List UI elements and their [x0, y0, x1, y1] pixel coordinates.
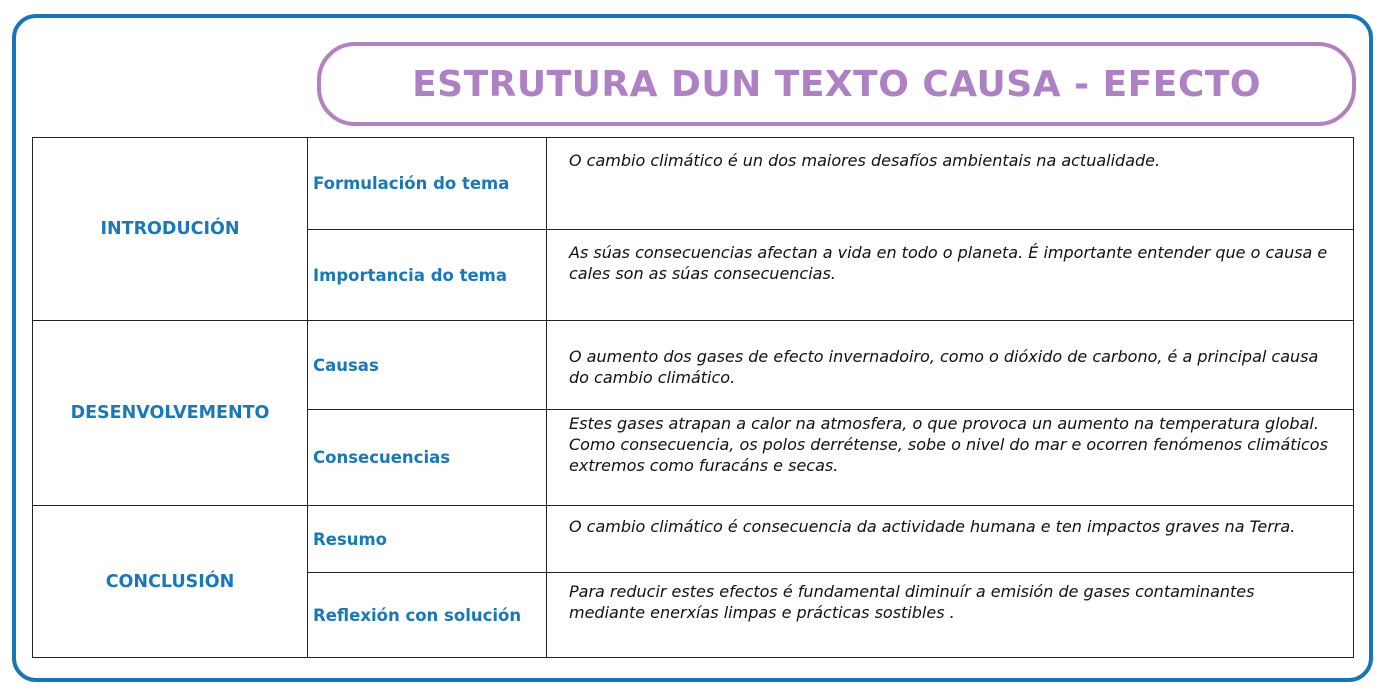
row-label-importance: Importancia do tema: [308, 230, 547, 321]
row-text-formulation: O cambio climático é un dos maiores desafíos ambientais na actualidade.: [547, 138, 1354, 230]
row-text-summary: O cambio climático é consecuencia da actividade humana e ten impactos graves na Terra.: [547, 506, 1354, 573]
title-banner: [317, 42, 1356, 126]
structure-table: [32, 137, 1354, 658]
row-label-summary: Resumo: [308, 506, 547, 573]
page-title: ESTRUTURA DUN TEXTO CAUSA - EFECTO: [412, 63, 1261, 105]
section-introduction: INTRODUCIÓN: [33, 138, 308, 321]
row-text-causes: O aumento dos gases de efecto invernadoiro, como o dióxido de carbono, é a principal causa do cambio climático.: [547, 321, 1354, 410]
section-conclusion: CONCLUSIÓN: [33, 506, 308, 658]
row-text-consequences: Estes gases atrapan a calor na atmosfera, o que provoca un aumento na temperatura global. Como consecuencia, os polos derrétense, sobe o nivel do mar e ocorren fenómenos climáticos extremos como furacáns e secas.: [547, 410, 1354, 506]
row-label-causes: Causas: [308, 321, 547, 410]
table-row: [33, 506, 1354, 573]
section-development: DESENVOLVEMENTO: [33, 321, 308, 506]
row-label-consequences: Consecuencias: [308, 410, 547, 506]
row-label-formulation: Formulación do tema: [308, 138, 547, 230]
row-text-importance: As súas consecuencias afectan a vida en todo o planeta. É importante entender que o causa e cales son as súas consecuencias.: [547, 230, 1354, 321]
row-label-reflection: Reflexión con solución: [308, 573, 547, 658]
row-text-reflection: Para reducir estes efectos é fundamental diminuír a emisión de gases contaminantes mediante enerxías limpas e prácticas sostibles .: [547, 573, 1354, 658]
table-row: [33, 321, 1354, 410]
table-row: [33, 138, 1354, 230]
